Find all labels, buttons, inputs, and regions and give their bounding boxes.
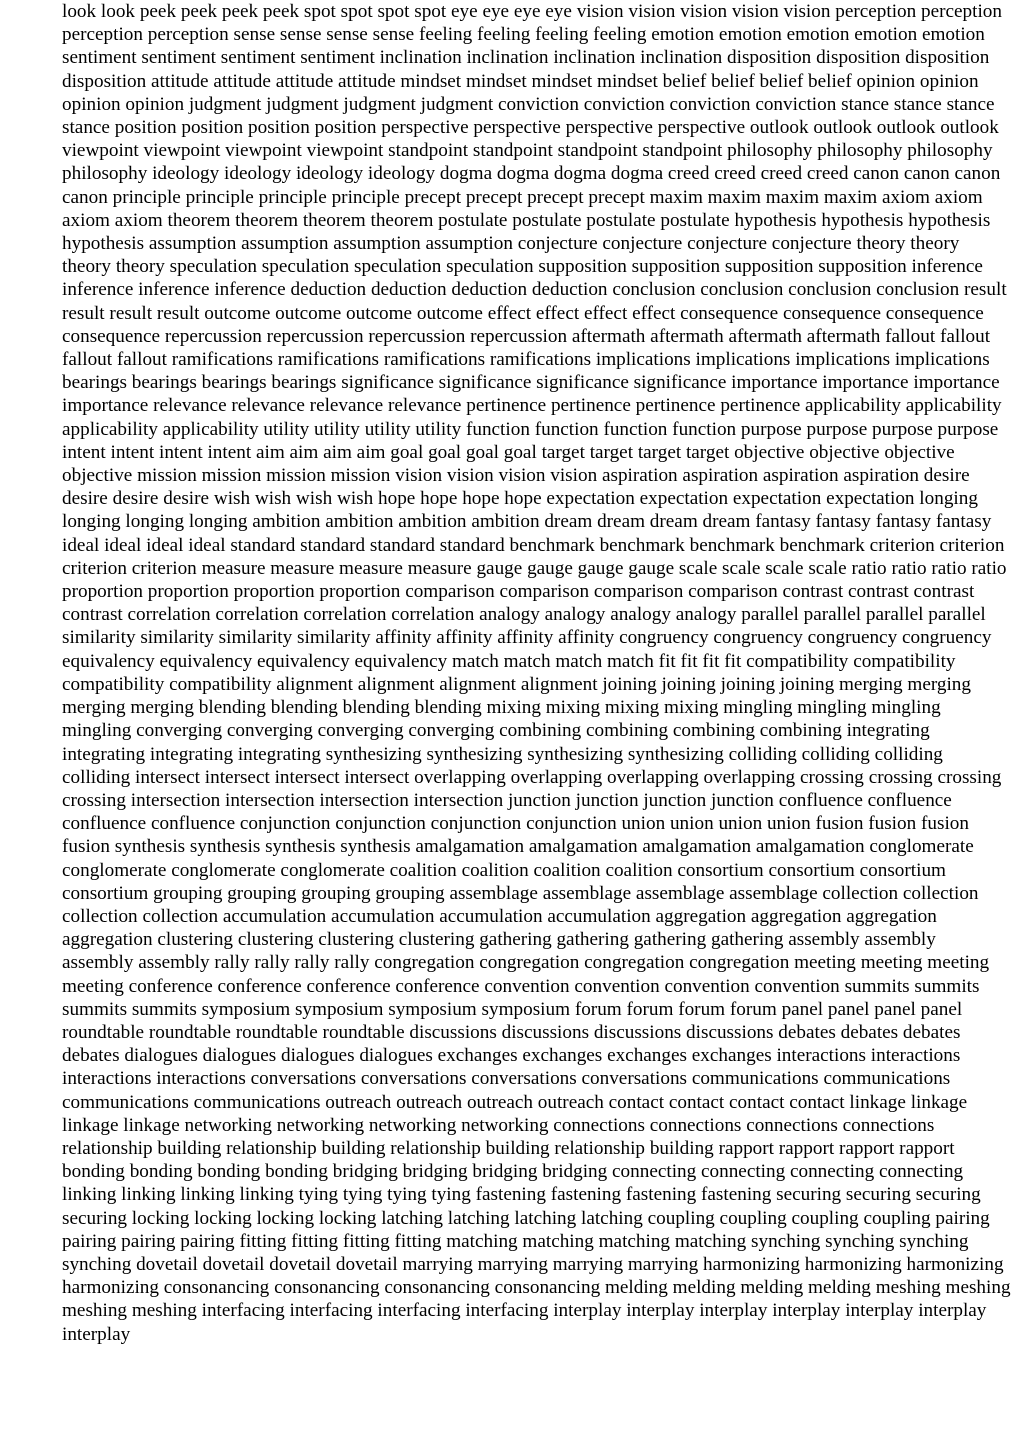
body-text-paragraph: look look peek peek peek peek spot spot spot spot eye eye eye eye vision vision vision vision vision perception perception perception perception sense sense sense sense feeling feeling feeling feeling emotion emotion emotion emotion emotion sentiment sentiment sentiment sentiment inclination inclination inclination inclination disposition disposition disposition disposition attitude attitude attitude attitude mindset mindset mindset mindset belief belief belief belief opinion opinion opinion opinion judgment judgment judgment judgment conviction conviction conviction conviction stance stance stance stance position position position position perspective perspective perspective perspective outlook outlook outlook outlook viewpoint viewpoint viewpoint viewpoint standpoint standpoint standpoint standpoint philosophy philosophy philosophy philosophy ideology ideology ideology ideology dogma dogma dogma dogma creed creed creed creed canon canon canon canon principle principle principle principle precept precept precept precept maxim maxim maxim maxim axiom axiom axiom axiom theorem theorem theorem theorem postulate postulate postulate postulate hypothesis hypothesis hypothesis hypothesis assumption assumption assumption assumption conjecture conjecture conjecture conjecture theory theory theory theory speculation speculation speculation speculation supposition supposition supposition supposition inference inference inference inference deduction deduction deduction deduction conclusion conclusion conclusion conclusion result result result result outcome outcome outcome outcome effect effect effect effect consequence consequence consequence consequence repercussion repercussion repercussion repercussion aftermath aftermath aftermath aftermath fallout fallout fallout fallout ramifications ramifications ramifications ramifications implications implications implications implications bearings bearings bearings bearings significance significance significance significance importance importance importance importance relevance relevance relevance relevance pertinence pertinence pertinence pertinence applicability applicability applicability applicability utility utility utility utility function function function function purpose purpose purpose purpose intent intent intent intent aim aim aim aim goal goal goal goal target target target target objective objective objective objective mission mission mission mission vision vision vision vision aspiration aspiration aspiration aspiration desire desire desire desire wish wish wish wish hope hope hope hope expectation expectation expectation expectation longing longing longing longing ambition ambition ambition ambition dream dream dream dream fantasy fantasy fantasy fantasy ideal ideal ideal ideal standard standard standard standard benchmark benchmark benchmark benchmark criterion criterion criterion criterion measure measure measure measure gauge gauge gauge gauge scale scale scale scale ratio ratio ratio ratio proportion proportion proportion proportion comparison comparison comparison comparison contrast contrast contrast contrast correlation correlation correlation correlation analogy analogy analogy analogy parallel parallel parallel parallel similarity similarity similarity similarity affinity affinity affinity affinity congruency congruency congruency congruency equivalency equivalency equivalency equivalency match match match match fit fit fit fit compatibility compatibility compatibility compatibility alignment alignment alignment alignment joining joining joining joining merging merging merging merging blending blending blending blending mixing mixing mixing mixing mingling mingling mingling mingling converging converging converging converging combining combining combining combining integrating integrating integrating integrating synthesizing synthesizing synthesizing synthesizing colliding colliding colliding colliding intersect intersect intersect intersect overlapping overlapping overlapping overlapping crossing crossing crossing crossing intersection intersection intersection intersection junction junction junction junction confluence confluence confluence confluence conjunction conjunction conjunction conjunction union union union union fusion fusion fusion fusion synthesis synthesis synthesis synthesis amalgamation amalgamation amalgamation amalgamation conglomerate conglomerate conglomerate conglomerate coalition coalition coalition coalition consortium consortium consortium consortium grouping grouping grouping grouping assemblage assemblage assemblage assemblage collection collection collection collection accumulation accumulation accumulation accumulation aggregation aggregation aggregation aggregation clustering clustering clustering clustering gathering gathering gathering gathering assembly assembly assembly assembly rally rally rally rally congregation congregation congregation congregation meeting meeting meeting meeting conference conference conference conference convention convention convention convention summits summits summits summits symposium symposium symposium symposium forum forum forum forum panel panel panel panel roundtable roundtable roundtable roundtable discussions discussions discussions discussions debates debates debates debates dialogues dialogues dialogues dialogues exchanges exchanges exchanges exchanges interactions interactions interactions interactions conversations conversations conversations conversations communications communications communications communications outreach outreach outreach outreach contact contact contact contact linkage linkage linkage linkage networking networking networking networking connections connections connections connections relationship building relationship building relationship building relationship building rapport rapport rapport rapport bonding bonding bonding bonding bridging bridging bridging bridging connecting connecting connecting connecting linking linking linking linking tying tying tying tying fastening fastening fastening fastening securing securing securing securing locking locking locking locking latching latching latching latching coupling coupling coupling coupling pairing pairing pairing pairing fitting fitting fitting fitting matching matching matching matching synching synching synching synching dovetail dovetail dovetail dovetail marrying marrying marrying marrying harmonizing harmonizing harmonizing harmonizing consonancing consonancing consonancing consonancing melding melding melding melding meshing meshing meshing meshing interfacing interfacing interfacing interfacing interplay interplay interplay interplay interplay interplay interplay — [62, 1, 1011, 1345]
document-page — [62, 0, 1012, 1446]
